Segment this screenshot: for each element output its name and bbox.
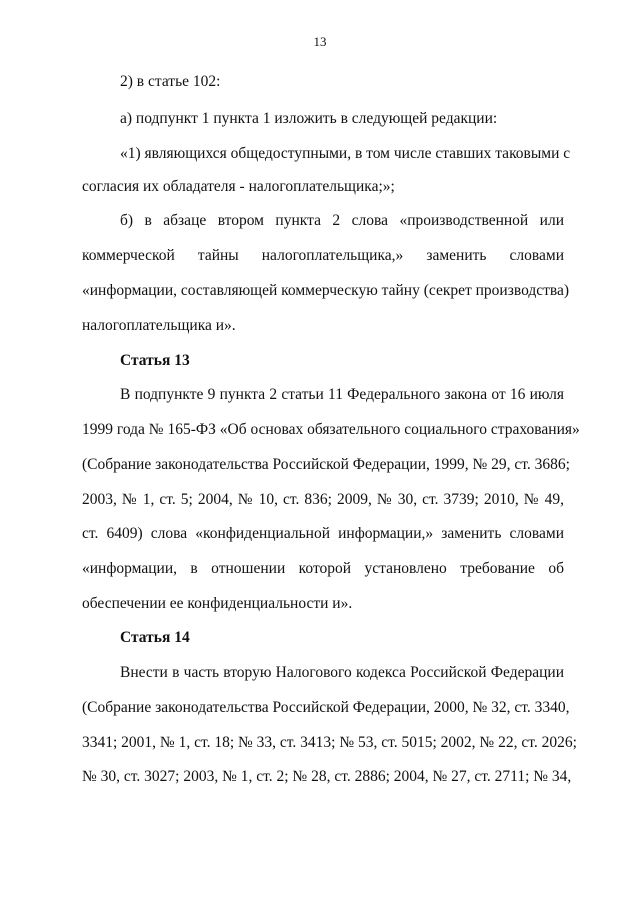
text-line: (Собрание законодательства Российской Федерации, 1999, № 29, ст. 3686; <box>82 456 570 473</box>
text-line: № 30, ст. 3027; 2003, № 1, ст. 2; № 28, ст. 2886; 2004, № 27, ст. 2711; № 34, <box>82 768 572 785</box>
text-line: 2003, № 1, ст. 5; 2004, № 10, ст. 836; 2009, № 30, ст. 3739; 2010, № 49, <box>82 491 564 508</box>
article-heading: Статья 13 <box>120 352 190 369</box>
text-line: Внести в часть вторую Налогового кодекса Российской Федерации <box>120 664 564 681</box>
text-line: В подпункте 9 пункта 2 статьи 11 Федерального закона от 16 июля <box>120 386 564 403</box>
text-line: «информации, составляющей коммерческую тайну (секрет производства) <box>82 282 570 299</box>
text-line: 2) в статье 102: <box>120 73 221 90</box>
text-line: а) подпункт 1 пункта 1 изложить в следующей редакции: <box>120 110 498 127</box>
text-line: «1) являющихся общедоступными, в том числе ставших таковыми с <box>120 145 571 162</box>
text-line: налогоплательщика и». <box>82 317 236 334</box>
text-line: ст. 6409) слова «конфиденциальной информации,» заменить словами <box>82 525 564 542</box>
text-line: коммерческой тайны налогоплательщика,» заменить словами <box>82 247 564 264</box>
article-heading: Статья 14 <box>120 629 190 646</box>
text-line: согласия их обладателя - налогоплательщика;»; <box>82 178 395 195</box>
text-line: 3341; 2001, № 1, ст. 18; № 33, ст. 3413; № 53, ст. 5015; 2002, № 22, ст. 2026; <box>82 734 577 751</box>
text-line: б) в абзаце втором пункта 2 слова «производственной или <box>120 212 564 229</box>
text-line: (Собрание законодательства Российской Федерации, 2000, № 32, ст. 3340, <box>82 699 570 716</box>
text-line: «информации, в отношении которой установлено требование об <box>82 560 564 577</box>
text-line: обеспечении ее конфиденциальности и». <box>82 595 353 612</box>
page-number: 13 <box>313 34 327 49</box>
text-line: 1999 года № 165-ФЗ «Об основах обязательного социального страхования» <box>82 421 580 438</box>
